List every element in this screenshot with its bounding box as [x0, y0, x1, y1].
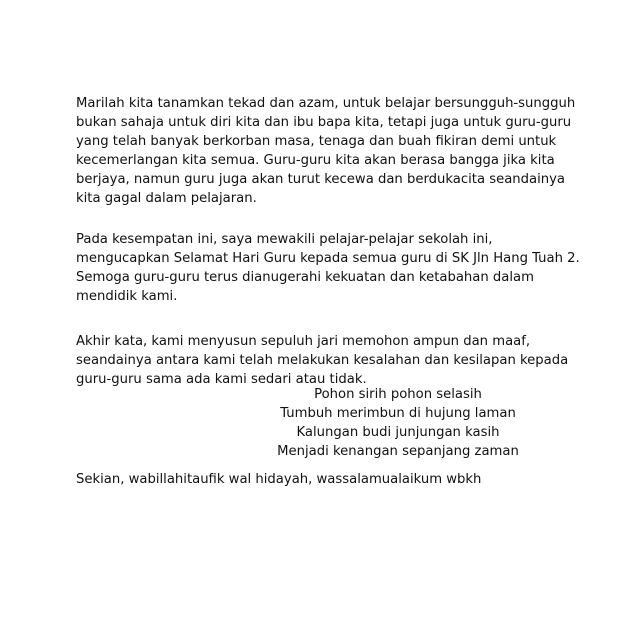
- pantun-line: Menjadi kenangan sepanjang zaman: [277, 444, 519, 459]
- paragraph-1: Marilah kita tanamkan tekad dan azam, untuk belajar bersungguh-sungguh bukan sahaja untuk diri kita dan ibu bapa kita, tetapi juga untuk guru-guru yang telah banyak berkorban masa, tenaga dan buah fikiran demi untuk kecemerlangan kita semua. Guru-guru kita akan berasa bangga jika kita berjaya, namun guru juga akan turut kecewa dan berdukacita seandainya kita gagal dalam pelajaran.: [76, 96, 576, 206]
- pantun-line: Kalungan budi junjungan kasih: [296, 425, 500, 440]
- closing-line: Sekian, wabillahitaufik wal hidayah, wassalamualaikum wbkh: [76, 472, 482, 487]
- paragraph-3: Akhir kata, kami menyusun sepuluh jari memohon ampun dan maaf, seandainya antara kami telah melakukan kesalahan dan kesilapan kepada guru-guru sama ada kami sedari atau tidak.: [76, 334, 569, 387]
- pantun: [76, 385, 596, 461]
- pantun-line: Tumbuh merimbun di hujung laman: [280, 406, 516, 421]
- pantun-line: Pohon sirih pohon selasih: [314, 387, 482, 402]
- paragraph-2: Pada kesempatan ini, saya mewakili pelajar-pelajar sekolah ini, mengucapkan Selamat Hari Guru kepada semua guru di SK Jln Hang Tuah 2. Semoga guru-guru terus dianugerahi kekuatan dan ketabahan dalam mendidik kami.: [76, 232, 580, 304]
